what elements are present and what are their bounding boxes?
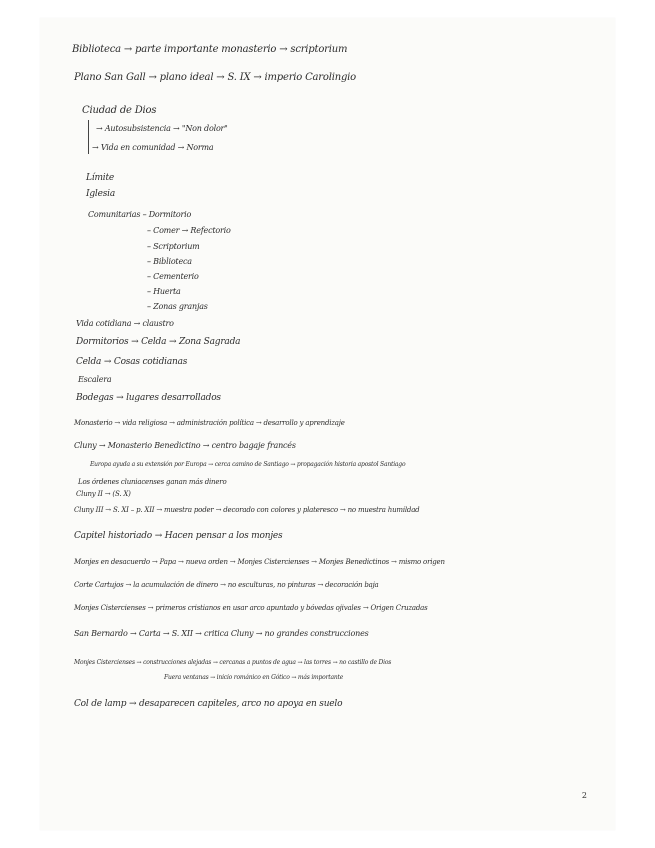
note-line: Escalera	[78, 375, 112, 384]
note-line: Corte Cartujos → la acumulación de dinero → no esculturas, no pinturas → decoración baja	[74, 581, 379, 589]
note-line: → Vida en comunidad → Norma	[92, 143, 214, 152]
note-line: Col de lamp → desaparecen capiteles, arco no apoya en suelo	[74, 699, 343, 709]
note-line: – Zonas granjas	[147, 302, 208, 311]
note-line: Dormitorios → Celda → Zona Sagrada	[76, 337, 241, 347]
note-line: Ciudad de Dios	[82, 105, 157, 116]
note-line: Cluny → Monasterio Benedictino → centro bagaje francés	[74, 441, 296, 450]
note-line: Celda → Cosas cotidianas	[76, 357, 188, 367]
note-line: Monasterio → vida religiosa → administración política → desarrollo y aprendizaje	[74, 419, 345, 427]
bracket-divider	[88, 120, 89, 154]
note-line: Cluny II → (S. X)	[76, 490, 131, 498]
note-line: Capitel historiado → Hacen pensar a los monjes	[74, 531, 283, 541]
note-line: Límite	[86, 173, 115, 183]
note-line: Biblioteca → parte importante monasterio → scriptorium	[72, 44, 348, 55]
note-line: – Scriptorium	[147, 242, 200, 251]
note-line: Monjes Cistercienses → construcciones alejadas → cercanas a puntos de agua → las torres → no castillo de Dios	[74, 659, 392, 666]
note-line: Cluny III → S. XI – p. XII → muestra poder → decorado con colores y plateresco → no muestra humildad	[74, 506, 420, 514]
note-line: Monjes en desacuerdo → Papa → nueva orden → Monjes Cistercienses → Monjes Benedictinos → mismo origen	[74, 558, 445, 566]
note-line: Vida cotidiana → claustro	[76, 319, 174, 328]
note-line: Europa ayuda a su extensión por Europa → cerca camino de Santiago → propagación historia apostol Santiago	[90, 461, 406, 468]
note-line: – Biblioteca	[147, 257, 192, 266]
note-line: Plano San Gall → plano ideal → S. IX → imperio Carolingio	[74, 72, 356, 83]
note-line: Iglesia	[86, 189, 115, 199]
note-line: San Bernardo → Carta → S. XII → critica Cluny → no grandes construcciones	[74, 629, 369, 638]
notebook-page	[40, 18, 615, 830]
note-line: → Autosubsistencia → "Non dolor"	[96, 124, 228, 133]
note-line: Comunitarias – Dormitorio	[88, 210, 192, 219]
note-line: – Cementerio	[147, 272, 199, 281]
note-line: Bodegas → lugares desarrollados	[76, 393, 221, 403]
note-line: Monjes Cistercienses → primeros cristianos en usar arco apuntado y bóvedas ojivales → Origen Cruzadas	[74, 604, 428, 612]
note-line: – Huerta	[147, 287, 181, 296]
note-line: – Comer → Refectorio	[147, 226, 231, 235]
page-number: 2	[581, 791, 587, 800]
note-line: Fuera ventanas → inicio románico en Gótico → más importante	[164, 674, 344, 681]
note-line: Los órdenes cluniacenses ganan más dinero	[78, 478, 227, 486]
